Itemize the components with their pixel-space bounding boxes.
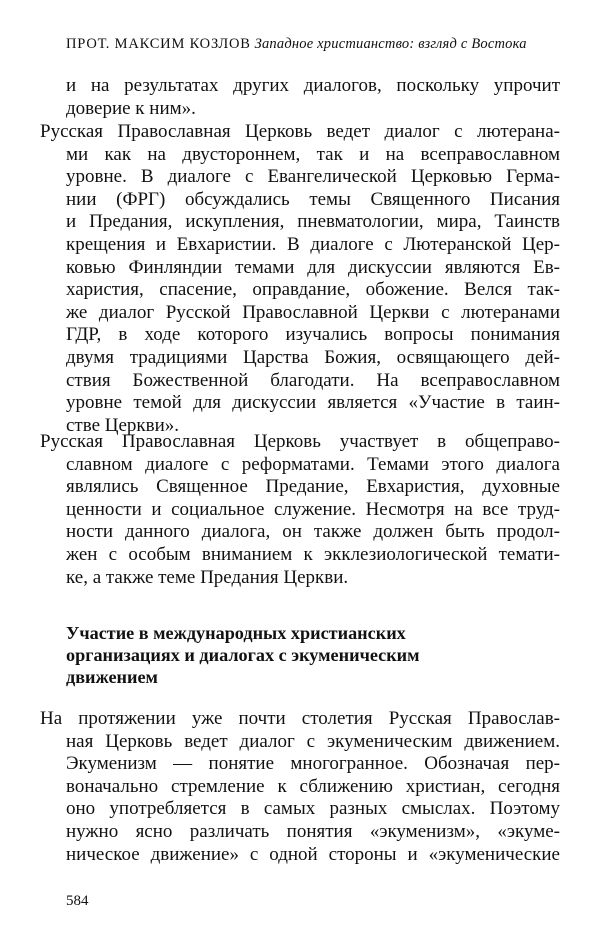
text-line: ности данного диалога, он также должен быть продол- xyxy=(66,521,560,543)
text-line: нии (ФРГ) обсуждались темы Священного Писания xyxy=(66,188,560,210)
paragraph-reformed xyxy=(40,431,560,589)
paragraph-ecumenical xyxy=(40,708,560,866)
heading-line: движением xyxy=(66,667,158,687)
text-line: крещения и Евхаристии. В диалоге с Лютеранской Цер- xyxy=(66,233,560,255)
heading-line: организациях и диалогах с экуменическим xyxy=(66,645,420,665)
text-line: ствия Божественной благодати. На всеправославном xyxy=(66,369,560,391)
page-number: 584 xyxy=(66,893,89,909)
text-line: жен с особым вниманием к экклезиологической темати- xyxy=(66,543,560,565)
text-line: ке, а также теме Предания Церкви. xyxy=(66,566,349,588)
text-line: оно употребляется в самых разных смыслах. Поэтому xyxy=(66,798,560,820)
text-line: уровне. В диалоге с Евангелической Церковью Герма- xyxy=(66,166,560,188)
text-line: ническое движение» с одной стороны и «экуменические xyxy=(66,843,560,865)
text-line: Русская Православная Церковь участвует в общеправо- xyxy=(40,431,560,452)
running-header xyxy=(66,36,566,53)
text-line: Экуменизм — понятие многогранное. Обозначая пер- xyxy=(66,753,560,775)
text-line: двумя традициями Царства Божия, освящающего дей- xyxy=(66,346,560,368)
paragraph-continuation xyxy=(40,75,560,120)
text-line: ГДР, в ходе которого изучались вопросы понимания xyxy=(66,324,560,346)
text-line: ценности и социальное служение. Несмотря на все труд- xyxy=(66,498,560,520)
header-author: ПРОТ. МАКСИМ КОЗЛОВ xyxy=(66,36,251,52)
text-line: харистия, спасение, оправдание, обожение. Велся так- xyxy=(66,279,560,301)
text-line: ковью Финляндии темами для дискуссии являются Ев- xyxy=(66,256,560,278)
heading-line: Участие в международных христианских xyxy=(66,623,406,643)
text-line: Русская Православная Церковь ведет диалог с лютерана- xyxy=(40,121,560,142)
text-line: нужно ясно различать понятия «экуменизм», «экуме- xyxy=(66,820,560,842)
text-line: являлись Священное Предание, Евхаристия, духовные xyxy=(66,476,560,498)
paragraph-lutherans xyxy=(40,121,560,437)
text-line: и на результатах других диалогов, поскольку упрочит xyxy=(66,75,560,96)
text-line: уровне темой для дискуссии является «Участие в таин- xyxy=(66,392,560,414)
section-heading xyxy=(66,622,536,688)
text-line: славном диалоге с реформатами. Темами этого диалога xyxy=(66,453,560,475)
header-book-title: Западное христианство: взгляд с Востока xyxy=(254,36,527,52)
text-line: и Предания, искупления, пневматологии, мира, Таинств xyxy=(66,211,560,233)
text-line: воначально стремление к сближению христиан, сегодня xyxy=(66,775,560,797)
text-line: стве Церкви». xyxy=(66,414,180,436)
text-line: ная Церковь ведет диалог с экуменическим движением. xyxy=(66,730,560,752)
text-line: доверие к ним». xyxy=(66,97,196,119)
text-line: же диалог Русской Православной Церкви с лютеранами xyxy=(66,301,560,323)
text-line: На протяжении уже почти столетия Русская Православ- xyxy=(40,708,560,729)
text-line: ми как на двустороннем, так и на всеправославном xyxy=(66,143,560,165)
